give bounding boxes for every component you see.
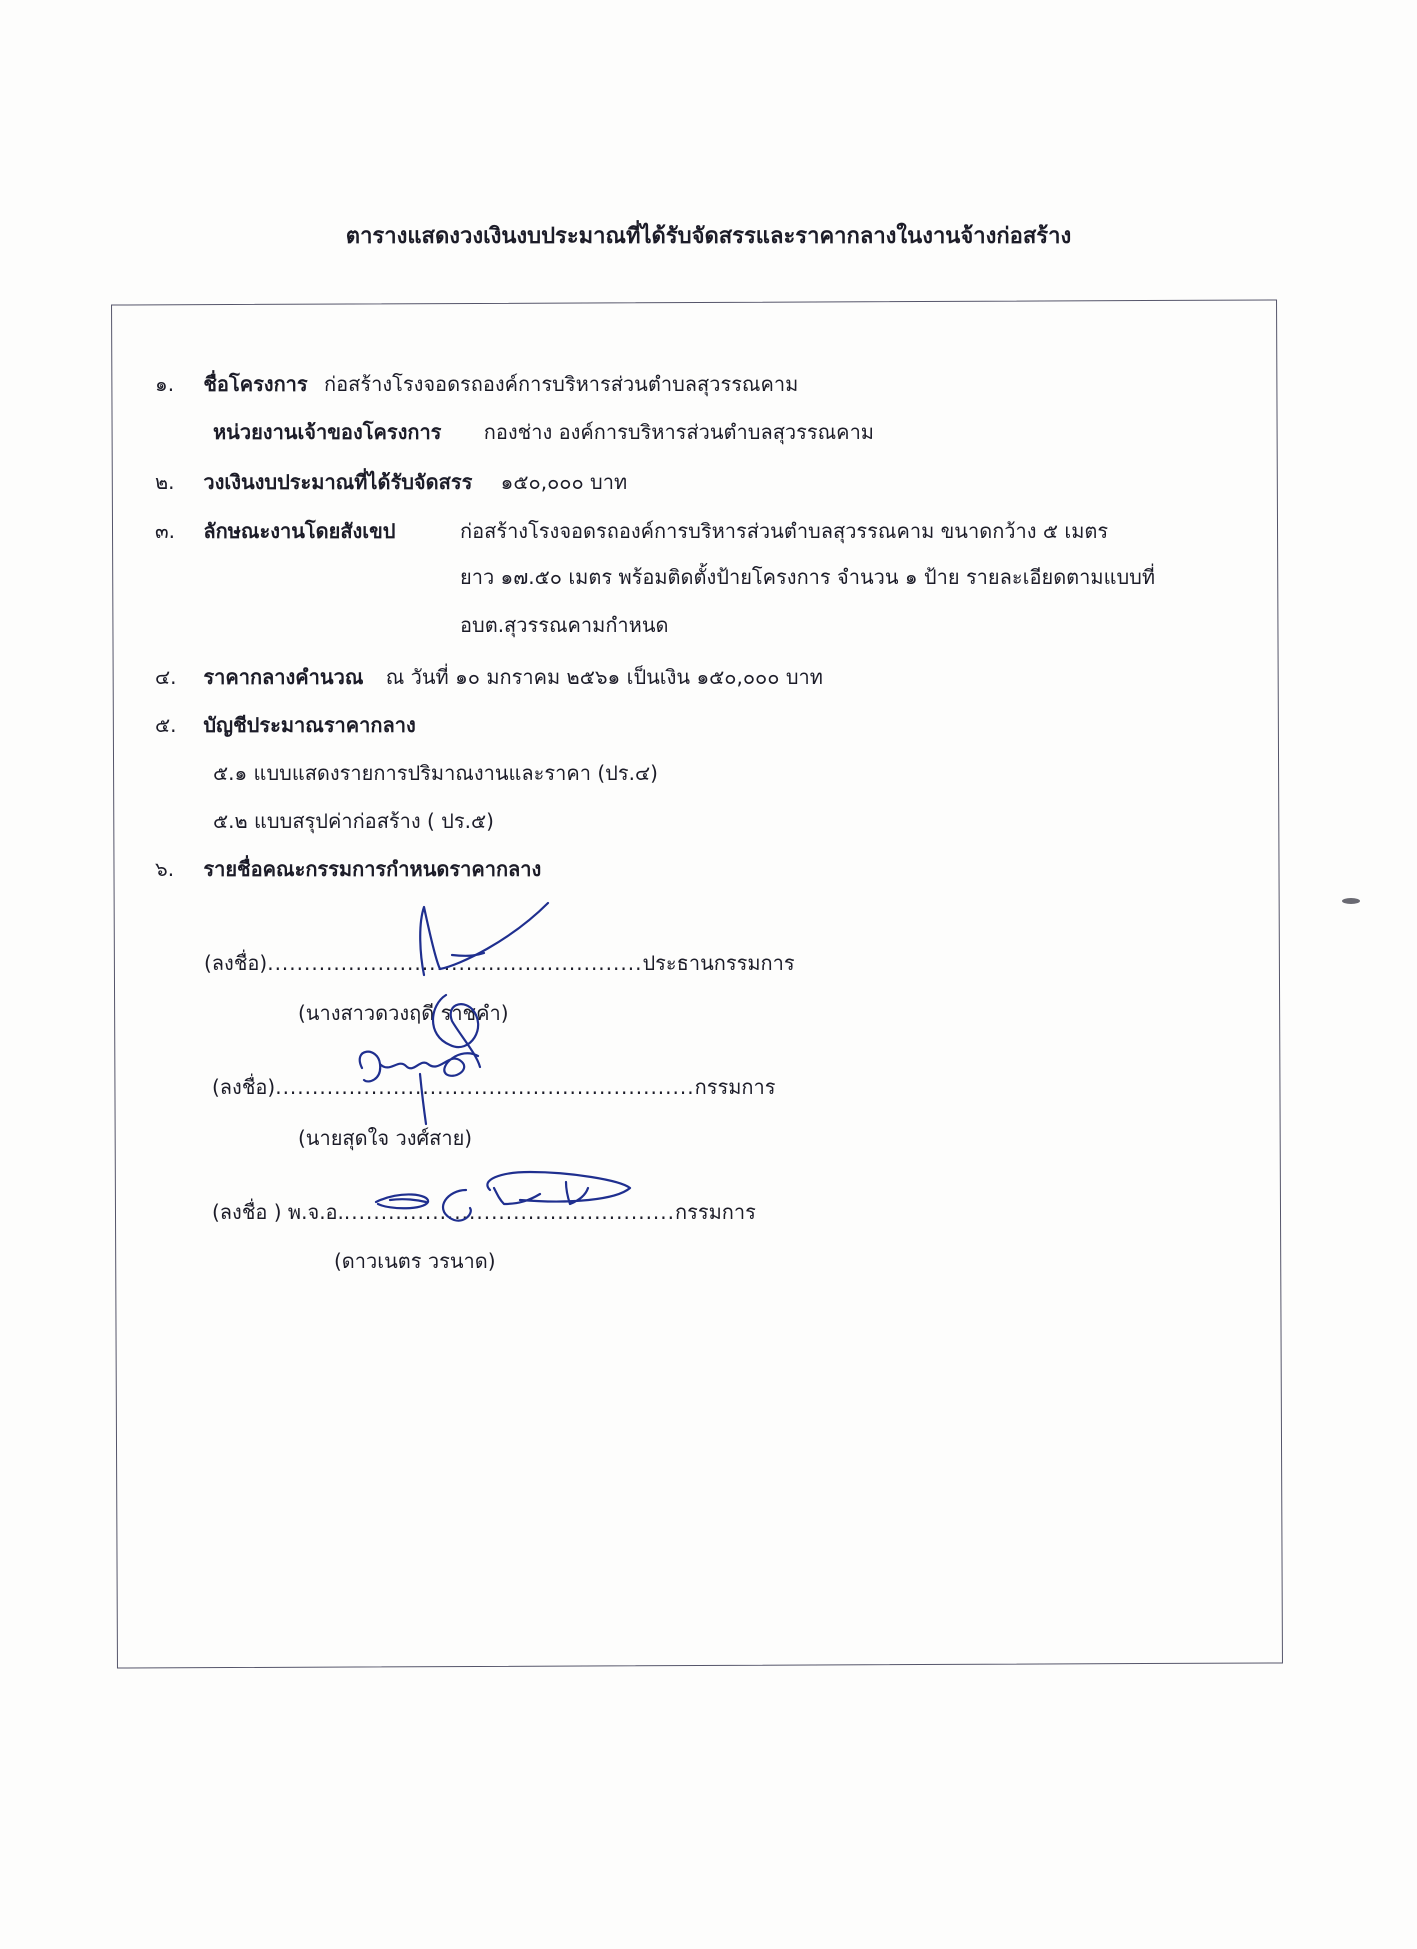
signature-prefix: (ลงชื่อ) [212,1075,276,1099]
item-5-number: ๕. [155,713,177,737]
item-4-value: ณ วันที่ ๑๐ มกราคม ๒๕๖๑ เป็นเงิน ๑๕๐,๐๐๐ บาท [385,665,823,689]
item-5 [155,709,416,741]
item-3 [155,515,396,547]
item-2-value: ๑๕๐,๐๐๐ บาท [500,470,628,494]
signature-line-member-1 [212,1071,775,1103]
item-5-label: บัญชีประมาณราคากลาง [203,713,416,737]
item-4-number: ๔. [155,665,177,689]
item-1-owner [213,416,874,448]
item-6-number: ๖. [155,857,175,881]
item-1 [155,368,798,400]
signature-role: กรรมการ [675,1200,756,1224]
item-2-number: ๒. [155,470,175,494]
item-1-label: ชื่อโครงการ [203,372,308,396]
signature-prefix: (ลงชื่อ ) พ.จ.อ. [212,1200,344,1224]
page-title: ตารางแสดงวงเงินงบประมาณที่ได้รับจัดสรรและราคากลางในงานจ้างก่อสร้าง [345,224,1072,249]
scan-speck [1342,898,1360,904]
item-6 [155,853,541,885]
item-1-owner-label: หน่วยงานเจ้าของโครงการ [213,420,442,444]
signature-role: กรรมการ [694,1075,776,1099]
signature-dots: ................................................... [267,951,643,975]
signature-dots: ............................................. [343,1200,676,1224]
item-3-label: ลักษณะงานโดยสังเขป [203,519,396,543]
item-3-number: ๓. [155,519,176,543]
signatory-name-chairperson: (นางสาวดวงฤดี ราชคำ) [298,1001,509,1025]
item-1-owner-value: กองช่าง องค์การบริหารส่วนตำบลสุวรรณคาม [483,420,874,444]
item-5-sub-2: ๕.๒ แบบสรุปค่าก่อสร้าง ( ปร.๕) [213,809,494,833]
item-5-sub-1: ๕.๑ แบบแสดงรายการปริมาณงานและราคา (ปร.๔) [213,761,658,785]
item-6-label: รายชื่อคณะกรรมการกำหนดราคากลาง [203,857,542,881]
handwritten-signature-member-2 [370,1160,640,1230]
item-2-label: วงเงินงบประมาณที่ได้รับจัดสรร [203,470,473,494]
content-frame [111,299,1283,1668]
item-1-number: ๑. [155,372,175,396]
signature-dots: ......................................................... [275,1075,695,1099]
handwritten-signature-member-1 [350,1040,490,1130]
item-4 [155,661,823,693]
item-1-value: ก่อสร้างโรงจอดรถองค์การบริหารส่วนตำบลสุวรรณคาม [324,372,799,396]
item-3-line-1: ก่อสร้างโรงจอดรถองค์การบริหารส่วนตำบลสุวรรณคาม ขนาดกว้าง ๕ เมตร [460,519,1109,543]
item-3-line-3: อบต.สุวรรณคามกำหนด [460,613,669,637]
signatory-name-member-2: (ดาวเนตร วรนาด) [334,1249,496,1273]
item-2 [155,466,627,498]
signatory-name-member-1: (นายสุดใจ วงศ์สาย) [298,1126,473,1150]
signature-role: ประธานกรรมการ [642,951,795,975]
item-4-label: ราคากลางคำนวณ [203,665,364,689]
signature-prefix: (ลงชื่อ) [204,951,268,975]
item-3-line-2: ยาว ๑๗.๕๐ เมตร พร้อมติดตั้งป้ายโครงการ จำนวน ๑ ป้าย รายละเอียดตามแบบที่ [460,565,1156,589]
